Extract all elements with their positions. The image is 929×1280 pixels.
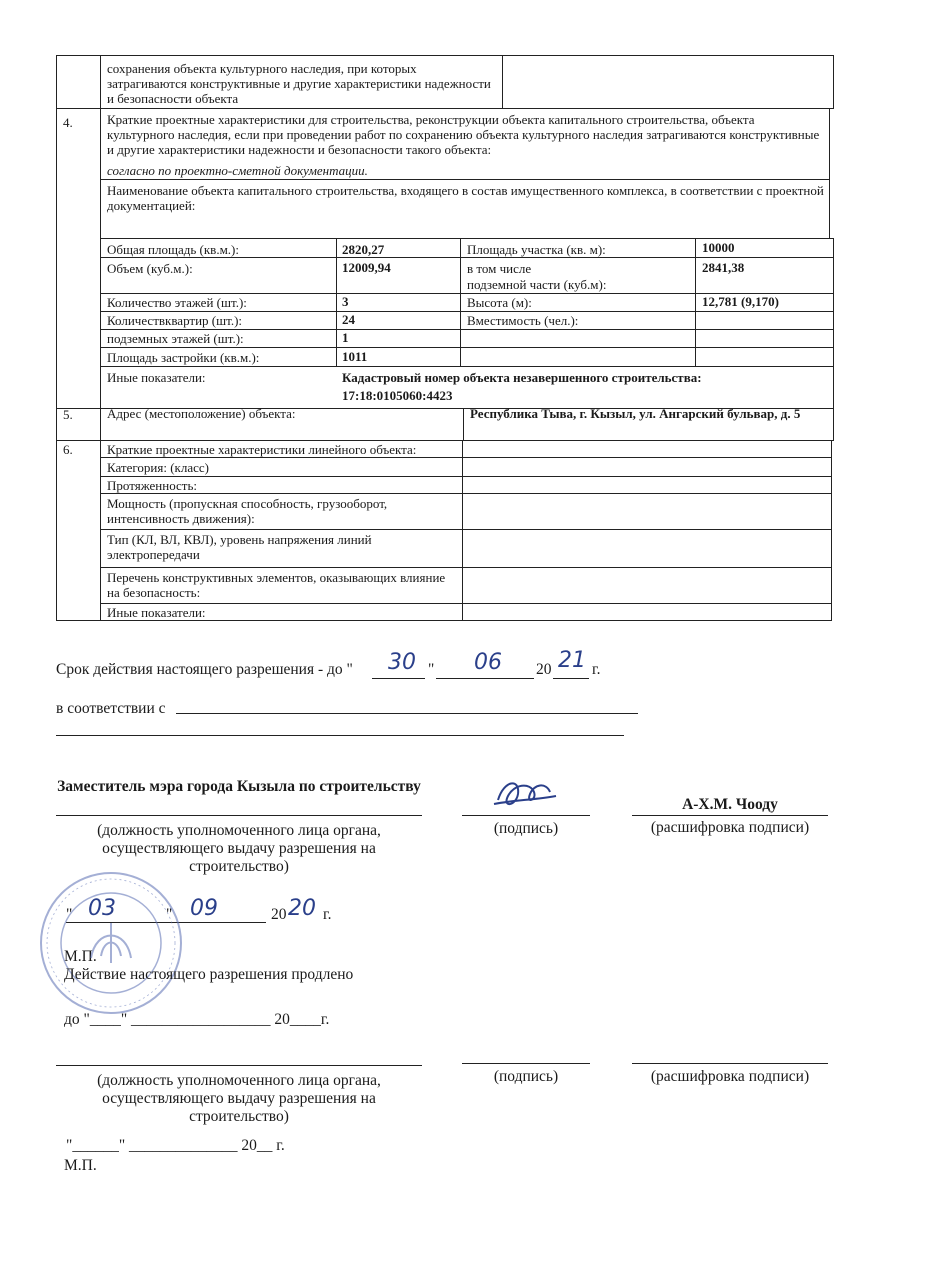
section-6-title: Краткие проектные характеристики линейного объекта: [107, 442, 417, 457]
total-area-label: Общая площадь (кв.м.): [107, 242, 239, 257]
capacity-label: Вместимость (чел.): [467, 313, 579, 328]
address-label: Адрес (местоположение) объекта: [107, 406, 296, 421]
top-row-text: сохранения объекта культурного наследия, при которых затрагиваются конструктивные и другие характеристики надежности и безопасности объекта [107, 61, 491, 106]
name-caption-2: (расшифровка подписи) [650, 1068, 810, 1085]
category-label: Категория: (класс) [107, 460, 209, 475]
height-label: Высота (м): [467, 295, 532, 310]
section-4-note: согласно по проектно-сметной документации. [107, 163, 368, 178]
seal-place-2: М.П. [64, 1157, 97, 1174]
underground-floors-label: подземных этажей (шт.): [107, 331, 244, 346]
volume-label: Объем (куб.м.): [107, 261, 193, 276]
sign1-date-month: 09 [190, 896, 218, 921]
validity-year: 21 [558, 648, 586, 673]
underground-floors-value: 1 [342, 330, 349, 345]
seal-place-1: М.П. [64, 948, 97, 965]
power-label: Мощность (пропускная способность, грузооборот, интенсивность движения): [107, 496, 388, 526]
validity-month: 06 [474, 650, 502, 675]
handwritten-signature-icon [490, 770, 560, 818]
extension-until: до "____" __________________ 20____г. [64, 1011, 330, 1028]
validity-prefix: Срок действия настоящего разрешения - до " [56, 661, 353, 678]
length-label: Протяженность: [107, 478, 198, 493]
signature-caption-1: (подпись) [493, 820, 559, 837]
validity-mid-quote: " [428, 661, 435, 678]
section-4-number: 4. [63, 115, 73, 130]
cadastral-number: Кадастровый номер объекта незавершенного строительства: 17:18:0105060:4423 [342, 370, 702, 403]
built-area-value: 1011 [342, 349, 368, 364]
signature-caption-2: (подпись) [493, 1068, 559, 1085]
validity-suffix: г. [592, 661, 601, 678]
apartments-value: 24 [342, 312, 355, 327]
signer-name: А-Х.М. Чооду [682, 796, 778, 813]
sign2-date: "______" ______________ 20__ г. [66, 1137, 285, 1154]
underground-label-1: в том числе [467, 261, 532, 276]
extension-text: Действие настоящего разрешения продлено [64, 966, 354, 983]
section-4-title: Краткие проектные характеристики для строительства, реконструкции объекта капитального строительства, объекта культурного наследия, если при проведении работ по сохранению объекта культурного наследия затрагиваются конструктивные и другие характеристики надежности и безопасности такого объекта: [107, 112, 820, 157]
site-area-label: Площадь участка (кв. м): [467, 242, 606, 257]
built-area-label: Площадь застройки (кв.м.): [107, 350, 260, 365]
height-value: 12,781 (9,170) [702, 294, 779, 309]
official-stamp-icon [36, 868, 186, 1018]
sign1-date-year: 20 [288, 896, 316, 921]
sign1-date-suffix: г. [323, 906, 332, 923]
validity-year-prefix: 20 [536, 661, 552, 678]
signer-position: Заместитель мэра города Кызыла по строительству [57, 778, 421, 795]
underground-label-2: подземной части (куб.м): [467, 277, 607, 292]
site-area-value: 10000 [702, 240, 735, 255]
section-6-other-label: Иные показатели: [107, 605, 206, 620]
underground-value: 2841,38 [702, 260, 745, 275]
validity-day: 30 [388, 650, 416, 675]
other-indicators-label: Иные показатели: [107, 370, 206, 385]
position-caption-2: (должность уполномоченного лица органа, осуществляющего выдачу разрешения на строительство) [97, 1072, 381, 1125]
name-caption-1: (расшифровка подписи) [650, 819, 810, 836]
object-name-label: Наименование объекта капитального строительства, входящего в состав имущественного комплекса, в соответствии с проектной документацией: [107, 183, 824, 213]
section-5-number: 5. [63, 407, 73, 422]
sign1-date-year-prefix: 20 [271, 906, 287, 923]
position-caption-1: (должность уполномоченного лица органа, осуществляющего выдачу разрешения на строительство) [97, 822, 381, 875]
line-type-label: Тип (КЛ, ВЛ, КВЛ), уровень напряжения линий электропередачи [107, 532, 372, 562]
section-6-number: 6. [63, 442, 73, 457]
address-value: Республика Тыва, г. Кызыл, ул. Ангарский бульвар, д. 5 [470, 406, 801, 421]
floors-value: 3 [342, 294, 349, 309]
elements-label: Перечень конструктивных элементов, оказывающих влияние на безопасность: [107, 570, 446, 600]
apartments-label: Количествквартир (шт.): [107, 313, 243, 328]
accordance-label: в соответствии с [56, 700, 166, 717]
sign1-date-day: 03 [88, 896, 116, 921]
floors-label: Количество этажей (шт.): [107, 295, 247, 310]
volume-value: 12009,94 [342, 260, 391, 275]
total-area-value: 2820,27 [342, 242, 385, 257]
